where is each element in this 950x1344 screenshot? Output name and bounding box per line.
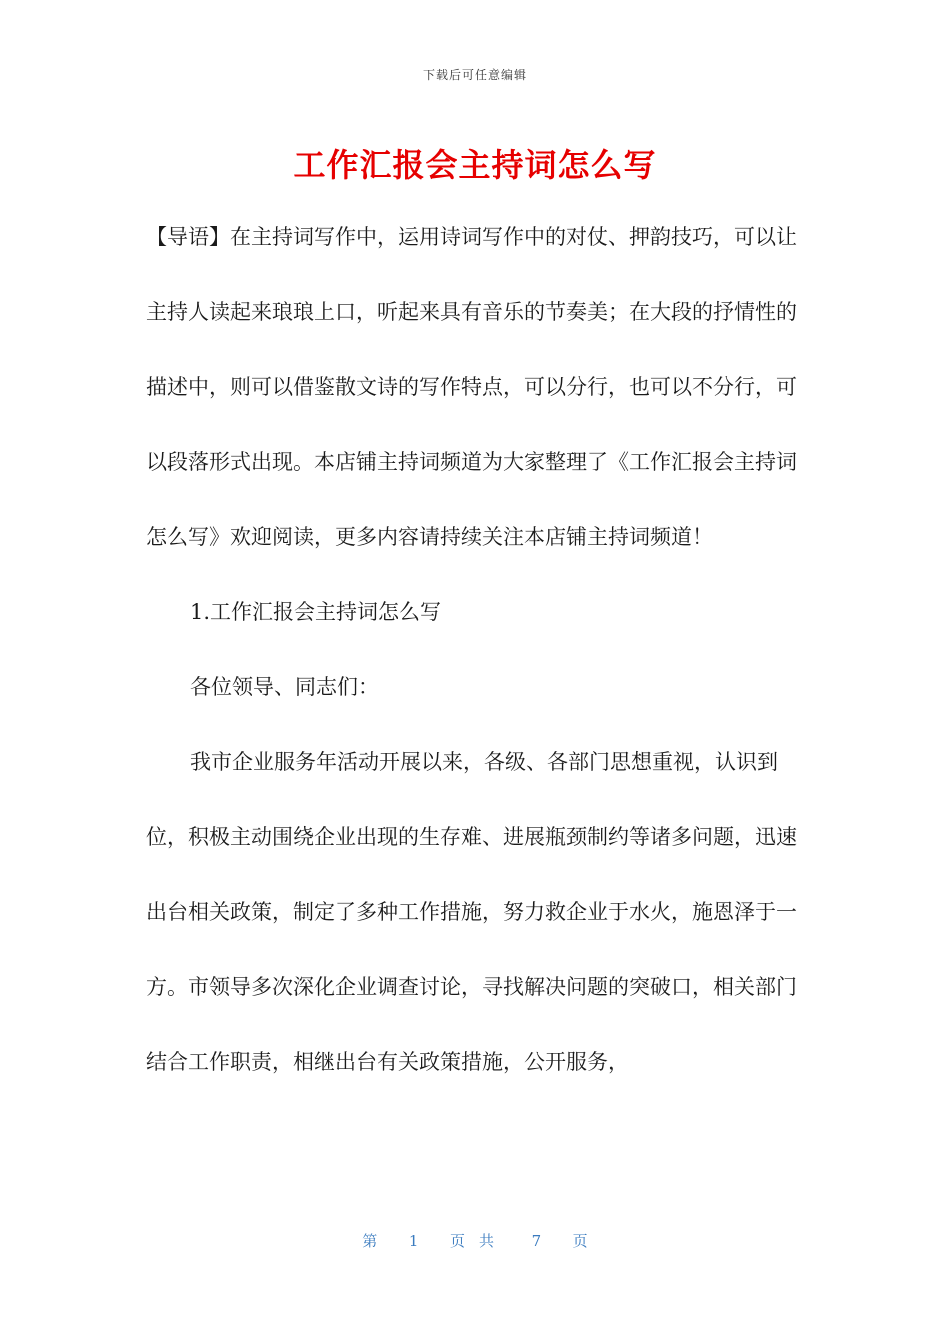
greeting-line: 各位领导、同志们： <box>190 675 379 699</box>
footer-prefix: 第 <box>362 1232 378 1250</box>
header-note: 下载后可任意编辑 <box>422 68 527 82</box>
section-heading: 1.工作汇报会主持词怎么写 <box>190 600 442 624</box>
document-title: 工作汇报会主持词怎么写 <box>293 146 657 184</box>
footer-mid: 页共 <box>449 1232 508 1250</box>
page-footer <box>0 1230 950 1251</box>
footer-current-page: 1 <box>408 1232 419 1250</box>
footer-total-pages: 7 <box>531 1232 542 1250</box>
footer-suffix: 页 <box>572 1232 588 1250</box>
document-body <box>146 200 810 1100</box>
body-paragraph: 我市企业服务年活动开展以来，各级、各部门思想重视，认识到位，积极主动围绕企业出现的生存难、进展瓶颈制约等诸多问题，迅速出台相关政策，制定了多种工作措施，努力救企业于水火，施恩泽于一方。市领导多次深化企业调查讨论，寻找解决问题的突破口，相关部门结合工作职责，相继出台有关政策措施，公开服务， <box>146 750 797 1074</box>
intro-paragraph: 【导语】在主持词写作中，运用诗词写作中的对仗、押韵技巧，可以让主持人读起来琅琅上口，听起来具有音乐的节奏美；在大段的抒情性的描述中，则可以借鉴散文诗的写作特点，可以分行，也可以不分行，可以段落形式出现。本店铺主持词频道为大家整理了《工作汇报会主持词怎么写》欢迎阅读，更多内容请持续关注本店铺主持词频道！ <box>146 225 797 549</box>
